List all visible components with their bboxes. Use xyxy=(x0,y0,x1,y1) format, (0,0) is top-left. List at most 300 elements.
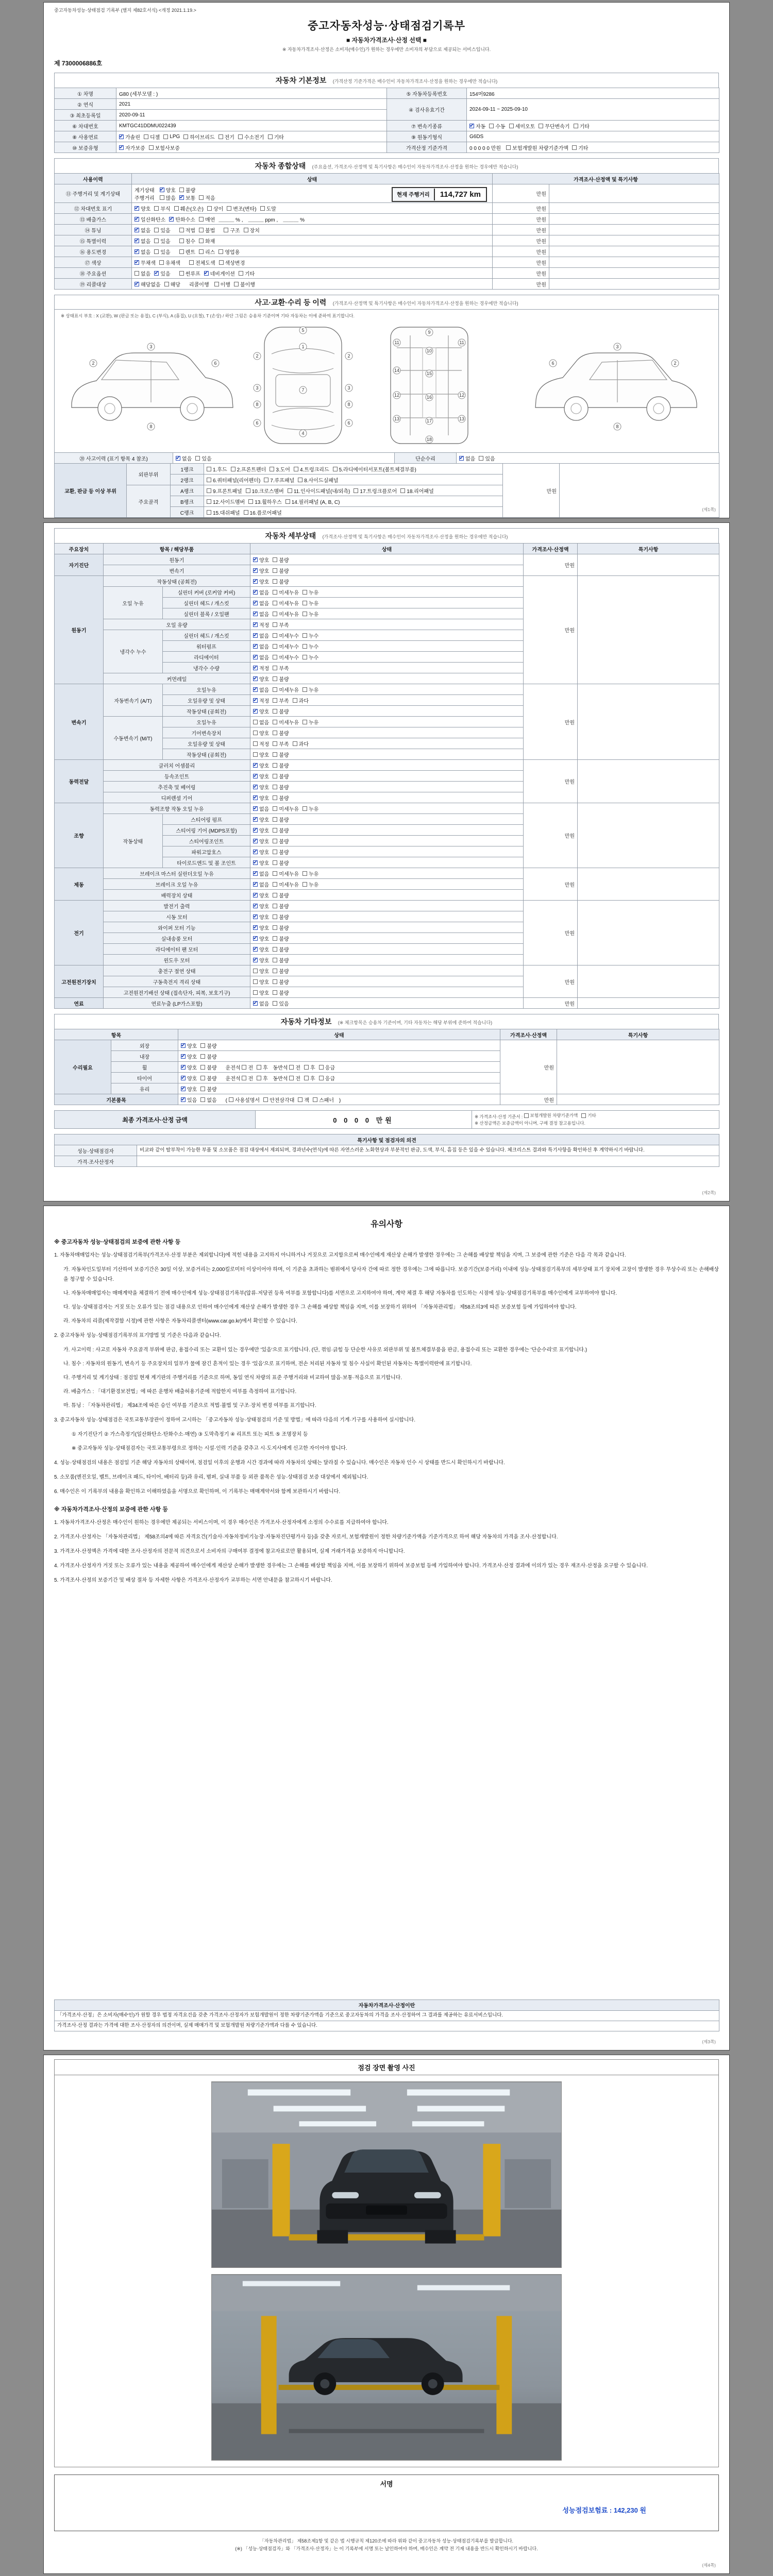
cell xyxy=(472,1111,719,1129)
cell-text: 만원 xyxy=(544,1097,554,1104)
cell xyxy=(104,587,163,619)
cell-text: 제동 xyxy=(74,882,84,888)
checkbox-box xyxy=(253,612,258,616)
checkbox-label: 양호 xyxy=(187,1054,197,1060)
checkbox-label: 양호 xyxy=(259,860,270,867)
signature-title: 서명 xyxy=(380,2480,393,2488)
cell xyxy=(104,911,250,922)
checkbox-label: 누유 xyxy=(308,871,319,877)
checkbox-label: 불량 xyxy=(279,709,289,715)
checkbox-label: 상이 xyxy=(213,206,224,212)
cell-text: 2024-09-11 ~ 2025-09-10 xyxy=(469,107,528,112)
checkbox-unchecked xyxy=(273,686,299,693)
cell-text: ① 차명 xyxy=(77,91,94,97)
cell xyxy=(163,738,250,749)
checkbox-label: 양호 xyxy=(259,709,270,715)
table-row xyxy=(55,1999,719,2010)
notice-item: 1. 자동차매매업자는 성능·상태점검기록부(가격조사·산정 부분은 제외합니다)에 적힌 내용을 고지하지 아니하거나 거짓으로 고지함으로써 매수인에게 재산상 손해가 발생한 경우에는 그 손해를 배상할 책임을 지며, 그 보증에 관한 기준은 다음 각 목과 같습니다. xyxy=(54,1252,626,1258)
checkbox-label: 양호 xyxy=(259,850,270,856)
cell xyxy=(163,695,250,706)
checkbox-box xyxy=(199,217,204,222)
cell xyxy=(104,673,250,684)
checkbox-unchecked xyxy=(154,248,170,256)
cell-text: 만원 xyxy=(546,488,557,495)
cell-text: 만원 xyxy=(564,563,575,569)
cell xyxy=(132,214,493,225)
checkbox-box xyxy=(273,969,277,973)
cell xyxy=(387,88,467,99)
checkbox-checked xyxy=(181,1074,197,1082)
table-row xyxy=(55,142,719,153)
cell xyxy=(178,1051,500,1062)
checkbox-unchecked xyxy=(273,578,289,585)
cell-text: 오일유량 및 상태 xyxy=(187,741,226,748)
cell-text: 연료누출 (LP가스포함) xyxy=(151,1001,203,1007)
svg-text:3: 3 xyxy=(256,385,259,391)
checkbox-box xyxy=(304,1065,309,1070)
checkbox-label: 양호 xyxy=(259,774,270,780)
checkbox-box xyxy=(183,134,188,139)
cell xyxy=(503,464,560,518)
cell xyxy=(104,554,250,565)
notice-item: ※ 중고자동차 성능·상태점검자는 국토교통부령으로 정하는 시설·인력 기준을 갖추고 시·도지사에게 신고한 자이어야 합니다. xyxy=(72,1446,347,1451)
cell-text: 주요골격 xyxy=(138,499,159,505)
checkbox-box xyxy=(319,1065,324,1070)
checkbox-label: 양호 xyxy=(259,828,270,834)
cell xyxy=(560,464,719,518)
cell-text: 실린더 헤드 / 개스킷 xyxy=(183,633,229,639)
table-row xyxy=(55,684,719,695)
cell-text xyxy=(219,228,224,234)
checkbox-label: 양호 xyxy=(259,763,270,769)
checkbox-unchecked xyxy=(199,226,215,234)
cell-text: 실린더 헤드 / 개스킷 xyxy=(183,601,229,607)
checkbox-label: 기타 xyxy=(587,1112,596,1118)
checkbox-box xyxy=(199,228,204,232)
cell-text: 작동상태 (공회전) xyxy=(186,709,227,715)
cell xyxy=(387,131,467,142)
overall-condition-table xyxy=(54,173,719,290)
svg-text:13: 13 xyxy=(394,416,400,421)
cell-text: 충전구 절연 상태 xyxy=(158,969,196,975)
checkbox-box xyxy=(289,1076,294,1080)
cell xyxy=(250,890,524,901)
checkbox-label: 있음 xyxy=(160,249,171,256)
cell xyxy=(250,641,524,652)
checkbox-label: 양호 xyxy=(259,579,270,585)
cell xyxy=(104,630,163,673)
cell-text: 클러치 어셈블리 xyxy=(158,763,195,769)
notice-item: 가. 자동차인도일부터 기산하여 보증기간은 30일 이상, 보증거리는 2,000킬로미터 이상이어야 하며, 이 기준을 초과하는 범위에서 당사자 간에 따로 정한 경우에는 그에 따릅니다. 보증기간(보증거리) 이내에 성능·상태점검기록부의 세부상태 표기 장치에 고장이 발생한 경우 무상수리 또는 손해배상을 청구할 수 있습니다. xyxy=(63,1267,719,1282)
cell-text: 운전석 xyxy=(220,1065,242,1071)
cell-text: 「가격조사·산정」은 소비자(매수인)가 원할 경우 법정 자격요건을 갖춘 가격조사·산정자가 보험개발원이 정한 차량기준가액을 기준으로 중고자동차의 가격을 조사·산정하여 그 결과를 제공하는 유료서비스입니다. xyxy=(57,2012,503,2018)
checkbox-box xyxy=(298,1097,303,1102)
checkbox-box xyxy=(273,828,277,833)
checkbox-label: 없음 xyxy=(207,1097,217,1104)
section-overall-condition xyxy=(54,158,719,290)
checkbox-label: 불이행 xyxy=(240,282,255,288)
cell-text: 기어변속장치 xyxy=(191,731,222,737)
checkbox-label: 전 xyxy=(248,1065,254,1071)
checkbox-label: 양호 xyxy=(259,914,270,921)
checkbox-label: 자동 xyxy=(476,124,486,130)
checkbox-box xyxy=(273,925,277,930)
cell xyxy=(116,110,387,121)
current-mileage-label: 현재 주행거리 xyxy=(393,189,435,200)
checkbox-unchecked xyxy=(268,133,284,141)
checkbox-box xyxy=(181,1087,186,1091)
cell xyxy=(524,760,578,803)
cell xyxy=(104,965,250,976)
checkbox-label: 불량 xyxy=(279,893,289,899)
inspection-photo-front xyxy=(211,2081,562,2268)
svg-text:12: 12 xyxy=(459,393,465,398)
cell xyxy=(163,825,250,836)
cell xyxy=(55,88,116,99)
checkbox-unchecked xyxy=(303,880,318,888)
checkbox-checked xyxy=(253,859,269,867)
cell-text: 워터펌프 xyxy=(196,644,216,650)
cell xyxy=(163,857,250,868)
table-row xyxy=(55,998,719,1009)
checkbox-label: 양호 xyxy=(259,817,270,823)
cell-text: 계기상태 xyxy=(135,188,160,194)
current-mileage-box xyxy=(392,187,487,202)
cell xyxy=(163,846,250,857)
checkbox-label: 기타 xyxy=(244,271,255,277)
checkbox-unchecked xyxy=(234,280,255,288)
checkbox-unchecked xyxy=(214,280,230,288)
cell xyxy=(171,474,204,485)
checkbox-box xyxy=(195,456,200,461)
checkbox-label: 부식 xyxy=(160,206,171,212)
page-3 xyxy=(43,1206,730,2050)
checkbox-box xyxy=(119,134,124,139)
checkbox-label: 도말 xyxy=(266,206,276,212)
cell xyxy=(171,485,204,496)
checkbox-label: 양호 xyxy=(187,1065,197,1071)
checkbox-box xyxy=(189,260,194,265)
checkbox-box xyxy=(154,206,159,211)
checkbox-label: 있음 xyxy=(160,239,171,245)
cell-text: 만원 xyxy=(536,217,546,223)
checkbox-checked xyxy=(253,664,269,672)
checkbox-checked xyxy=(135,280,161,288)
svg-text:8: 8 xyxy=(616,424,619,429)
cell xyxy=(493,225,549,235)
svg-text:2: 2 xyxy=(674,361,677,366)
cell xyxy=(116,142,387,153)
cell-text: G6DS xyxy=(469,133,484,140)
cell-text: ⑬ 배출가스 xyxy=(79,217,107,223)
cell xyxy=(55,1156,137,1167)
checkbox-box xyxy=(179,195,184,200)
cell xyxy=(204,474,503,485)
checkbox-label: 양호 xyxy=(259,893,270,899)
cell xyxy=(250,554,524,565)
checkbox-checked xyxy=(181,1042,197,1049)
checkbox-unchecked xyxy=(219,259,245,266)
checkbox-unchecked xyxy=(298,1096,309,1104)
checkbox-box xyxy=(273,633,277,638)
table-row xyxy=(55,1134,719,1145)
checkbox-label: 불량 xyxy=(279,795,289,802)
svg-text:11: 11 xyxy=(459,340,464,345)
checkbox-unchecked xyxy=(239,269,255,277)
checkbox-box xyxy=(176,456,180,461)
cell xyxy=(500,1040,557,1094)
cell-text: 오일누유 xyxy=(196,720,216,726)
checkbox-checked xyxy=(181,1096,197,1104)
checkbox-label: 누수 xyxy=(308,655,319,661)
cell-text: 2랭크 xyxy=(180,478,194,484)
cell xyxy=(104,782,250,792)
checkbox-checked xyxy=(135,237,150,245)
section-accident-history xyxy=(54,295,719,518)
checkbox-label: 안전삼각대 xyxy=(270,1097,295,1104)
checkbox-unchecked xyxy=(294,465,329,473)
checkbox-label: 부족 xyxy=(279,666,289,672)
cell-text: 자동차가격조사·산정이란 xyxy=(358,2003,415,2009)
checkbox-box xyxy=(313,1097,317,1102)
cell-text xyxy=(174,228,179,234)
cell xyxy=(104,544,250,554)
checkbox-label: 불량 xyxy=(279,731,289,737)
checkbox-label: 기타 xyxy=(579,124,590,130)
checkbox-label: 불량 xyxy=(279,557,289,564)
checkbox-checked xyxy=(253,956,269,964)
checkbox-label: 불량 xyxy=(279,860,289,867)
checkbox-box xyxy=(273,893,277,897)
cell xyxy=(163,630,250,641)
cell-text: 냉각수 누수 xyxy=(120,650,146,655)
checkbox-label: 누유 xyxy=(308,687,319,693)
form-reference: 중고자동차성능·상태점검 기록부 (별지 제82호서식) <개정 2021.1.19.> xyxy=(54,8,196,13)
checkbox-unchecked xyxy=(273,761,289,769)
cell xyxy=(55,257,132,268)
checkbox-checked xyxy=(253,902,269,910)
cell-text: 만원 xyxy=(536,271,546,277)
checkbox-label: 누유 xyxy=(308,882,319,888)
cell-text: 추진축 및 베어링 xyxy=(158,785,196,791)
cell-text: C랭크 xyxy=(180,510,194,516)
cell-text: 가격조사·산정 결과는 가격에 대한 조사·산정자의 의견이며, 실제 매매가격 및 보험개발원 차량기준가액과 다를 수 있습니다. xyxy=(57,2023,317,2029)
svg-text:10: 10 xyxy=(426,348,432,353)
checkbox-label: 가솔린 xyxy=(125,134,140,141)
checkbox-unchecked xyxy=(160,194,176,201)
cell xyxy=(395,453,457,464)
cell-text: 자기진단 xyxy=(69,563,89,569)
cell xyxy=(524,901,578,965)
cell-text: 상태 xyxy=(381,547,392,553)
checkbox-box xyxy=(479,456,483,461)
section-title-accident xyxy=(54,295,719,310)
checkbox-box xyxy=(273,979,277,984)
checkbox-checked xyxy=(253,588,269,596)
cell-text: ⑰ 색상 xyxy=(85,260,102,266)
checkbox-unchecked xyxy=(257,1063,268,1071)
checkbox-label: 있음 xyxy=(201,456,212,462)
checkbox-label: 없음 xyxy=(141,239,151,245)
cell xyxy=(549,184,719,203)
checkbox-checked xyxy=(253,805,269,812)
basic-info-table xyxy=(54,88,719,153)
checkbox-label: 없음 xyxy=(259,687,270,693)
checkbox-checked xyxy=(253,826,269,834)
cell xyxy=(524,576,578,684)
table-row xyxy=(55,257,719,268)
checkbox-unchecked xyxy=(179,237,195,245)
checkbox-unchecked xyxy=(288,487,350,495)
checkbox-label: 무채색 xyxy=(141,260,156,266)
cell xyxy=(116,88,387,99)
checkbox-label: 양호 xyxy=(259,947,270,953)
checkbox-box xyxy=(174,206,179,211)
checkbox-label: 양호 xyxy=(259,925,270,931)
checkbox-box xyxy=(214,282,219,286)
checkbox-box xyxy=(219,260,224,265)
checkbox-label: 양호 xyxy=(259,969,270,975)
checkbox-box xyxy=(273,676,277,681)
checkbox-label: 15.대쉬패널 xyxy=(213,510,240,516)
cell xyxy=(204,496,503,507)
checkbox-box xyxy=(273,850,277,854)
cell xyxy=(250,965,524,976)
checkbox-box xyxy=(319,1076,324,1080)
checkbox-label: 없음 xyxy=(259,882,270,888)
checkbox-box xyxy=(135,271,139,276)
cell xyxy=(549,279,719,290)
checkbox-unchecked xyxy=(174,205,204,212)
checkbox-label: 불량 xyxy=(207,1043,217,1049)
checkbox-checked xyxy=(253,794,269,802)
checkbox-box xyxy=(253,817,258,822)
checkbox-box xyxy=(273,860,277,865)
checkbox-box xyxy=(135,239,139,243)
cell xyxy=(104,998,250,1009)
cell-text xyxy=(174,239,179,245)
cell xyxy=(163,706,250,717)
checkbox-box xyxy=(303,612,307,616)
checkbox-box xyxy=(253,925,258,930)
cell xyxy=(493,214,549,225)
cell xyxy=(104,792,250,803)
cell-text: 2020-09-11 xyxy=(119,112,145,118)
checkbox-label: 후 xyxy=(263,1065,268,1071)
svg-text:18: 18 xyxy=(426,437,432,442)
checkbox-box xyxy=(273,1001,277,1006)
cell xyxy=(578,803,719,868)
checkbox-label: 8.사이드실패널 xyxy=(304,478,339,484)
checkbox-label: 누유 xyxy=(308,590,319,596)
checkbox-label: 불량 xyxy=(279,763,289,769)
cell xyxy=(55,760,104,803)
checkbox-box xyxy=(253,557,258,562)
cell-text: 스티어링 기어 (MDPS포함) xyxy=(176,828,237,834)
checkbox-box xyxy=(253,709,258,714)
checkbox-checked xyxy=(253,632,269,639)
checkbox-label: 세미오토 xyxy=(515,124,535,130)
checkbox-unchecked xyxy=(289,1074,300,1082)
checkbox-box xyxy=(333,467,338,471)
workshop-lift-photo xyxy=(212,2275,561,2460)
checkbox-checked xyxy=(119,133,140,141)
notice-item: 5. 가격조사·산정의 보증기간 및 배상 절차 등 자세한 사항은 가격조사·산정자가 교부하는 서면 안내문을 참고하시기 바랍니다. xyxy=(54,1578,332,1583)
cell-text: 작동상태 (공회전) xyxy=(186,752,227,758)
cell xyxy=(578,998,719,1009)
cell-text: 만원 xyxy=(564,931,575,937)
checkbox-label: 양호 xyxy=(259,557,270,564)
checkbox-label: 없음 xyxy=(259,633,270,639)
cell xyxy=(111,1051,178,1062)
cell-text: 만원 xyxy=(536,239,546,245)
section-title-text: 사고·교환·수리 등 이력 xyxy=(255,298,327,307)
cell-text: 154머9286 xyxy=(469,91,495,97)
cell-text: ⑩ 보증유형 xyxy=(72,145,98,151)
checkbox-unchecked xyxy=(273,989,289,996)
checkbox-box xyxy=(149,145,154,150)
cell xyxy=(250,771,524,782)
cell-text: 특기사항 및 점검자의 의견 xyxy=(357,1138,416,1144)
cell xyxy=(55,1134,719,1145)
checkbox-unchecked xyxy=(509,122,535,130)
checkbox-unchecked xyxy=(273,837,289,845)
final-price-table xyxy=(54,1110,719,1129)
notice-item: 가. 사고이력 : 사고로 자동차 주요골격 부위에 판금, 용접수리 또는 교환이 있는 경우에만 '있음'으로 표기합니다. (단, 꺾임·긁힘 등 단순한 사유로 외판부위 및 볼트체결부품을 판금, 용접수리 또는 교환한 경우에는 '단순수리'로 표기합니다.) xyxy=(63,1347,587,1353)
checkbox-box xyxy=(200,1043,205,1048)
cell-text: A랭크 xyxy=(180,488,194,495)
checkbox-unchecked xyxy=(219,248,240,256)
checkbox-label: 10.크로스멤버 xyxy=(251,488,284,495)
checkbox-label: 있음 xyxy=(160,271,171,277)
checkbox-box xyxy=(179,188,184,192)
checkbox-box xyxy=(273,947,277,952)
cell-text: 가격·조사산정자 xyxy=(77,1159,114,1165)
checkbox-unchecked xyxy=(273,642,299,650)
cell xyxy=(163,641,250,652)
checkbox-box xyxy=(231,467,236,471)
cell-text: 만원 xyxy=(564,882,575,888)
cell xyxy=(55,544,104,554)
checkbox-label: 이행 xyxy=(220,282,230,288)
checkbox-unchecked xyxy=(354,487,397,495)
checkbox-checked xyxy=(253,653,269,661)
checkbox-box xyxy=(270,467,274,471)
checkbox-unchecked xyxy=(273,718,299,726)
table-row xyxy=(55,760,719,771)
checkbox-unchecked xyxy=(242,1063,253,1071)
svg-text:15: 15 xyxy=(426,371,432,376)
checkbox-label: 후 xyxy=(310,1065,315,1071)
checkbox-box xyxy=(303,644,307,649)
checkbox-checked xyxy=(176,454,192,462)
checkbox-box xyxy=(506,145,511,150)
notice-item: 5. 소모품(엔진오일, 벨트, 브레이크 패드, 타이어, 배터리 등)과 유리, 범퍼, 실내 부품 등 외관 품목은 성능·상태점검 보증 대상에서 제외됩니다. xyxy=(54,1475,368,1480)
checkbox-box xyxy=(253,958,258,962)
checkbox-box xyxy=(273,655,277,659)
checkbox-label: 불량 xyxy=(279,904,289,910)
checkbox-unchecked xyxy=(313,1096,334,1104)
checkbox-box xyxy=(253,904,258,908)
checkbox-box xyxy=(154,228,159,232)
cell xyxy=(578,576,719,684)
cell-text: 실내송풍 모터 xyxy=(161,936,193,942)
checkbox-unchecked xyxy=(154,205,170,212)
checkbox-box xyxy=(253,752,258,757)
table-row xyxy=(55,235,719,246)
section-title-etc xyxy=(54,1014,719,1029)
cell xyxy=(549,246,719,257)
